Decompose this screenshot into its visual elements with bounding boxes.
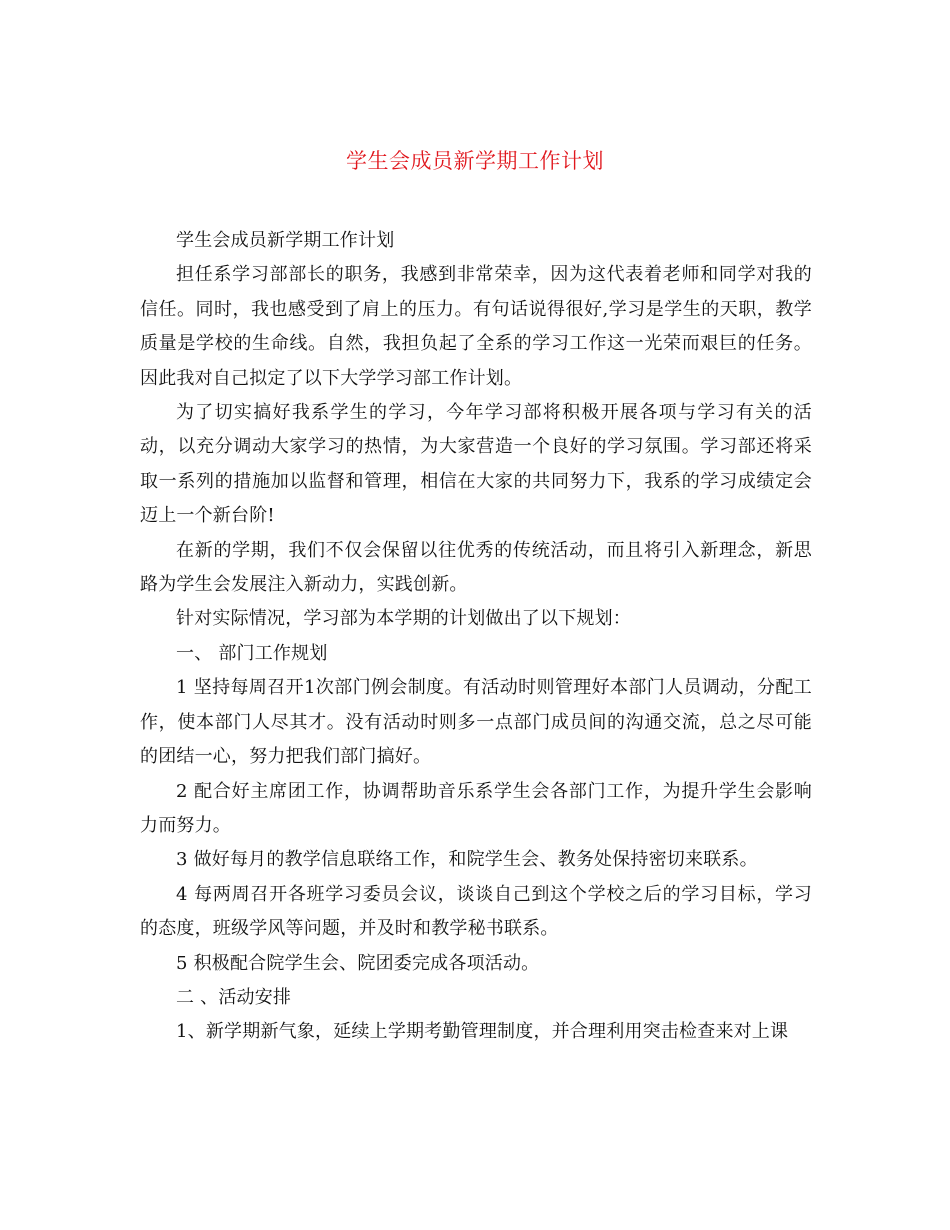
paragraph-intro: 担任系学习部部长的职务，我感到非常荣幸，因为这代表着老师和同学对我的信任。同时，我也感受到了肩上的压力。有句话说得很好,学习是学生的天职，教学质量是学校的生命线。自然，我担负起了全系的学习工作这一光荣而艰巨的任务。因此我对自己拟定了以下大学学习部工作计划。 [140, 264, 812, 389]
document-body [140, 224, 812, 1050]
paragraph-new-semester: 在新的学期，我们不仅会保留以往优秀的传统活动，而且将引入新理念，新思路为学生会发展注入新动力，实践创新。 [140, 539, 812, 596]
paragraph-goal: 为了切实搞好我系学生的学习，今年学习部将积极开展各项与学习有关的活动，以充分调动大家学习的热情，为大家营造一个良好的学习氛围。学习部还将采取一系列的措施加以监督和管理，相信在大家的共同努力下，我系的学习成绩定会迈上一个新台阶! [140, 402, 812, 527]
list-item-4: 4 每两周召开各班学习委员会议，谈谈自己到这个学校之后的学习目标，学习的态度，班级学风等问题，并及时和教学秘书联系。 [140, 883, 812, 940]
list-item-5: 5 积极配合院学生会、院团委完成各项活动。 [176, 952, 540, 974]
section-heading-department: 一、 部门工作规划 [176, 642, 328, 664]
document-title: 学生会成员新学期工作计划 [346, 149, 604, 173]
section-heading-activities: 二 、活动安排 [176, 986, 292, 1008]
paragraph-heading: 学生会成员新学期工作计划 [176, 230, 395, 251]
paragraph-plan-intro: 针对实际情况，学习部为本学期的计划做出了以下规划： [176, 608, 631, 630]
list-item-1: 1 坚持每周召开1次部门例会制度。有活动时则管理好本部门人员调动，分配工作，使本部门人尽其才。没有活动时则多一点部门成员间的沟通交流，总之尽可能的团结一心，努力把我们部门搞好。 [140, 677, 812, 768]
list-item-3: 3 做好每月的教学信息联络工作，和院学生会、教务处保持密切来联系。 [176, 849, 758, 871]
activity-item-1: 1、新学期新气象，延续上学期考勤管理制度，并合理利用突击检查来对上课 [176, 1021, 789, 1043]
list-item-2: 2 配合好主席团工作，协调帮助音乐系学生会各部门工作，为提升学生会影响力而努力。 [140, 780, 812, 836]
